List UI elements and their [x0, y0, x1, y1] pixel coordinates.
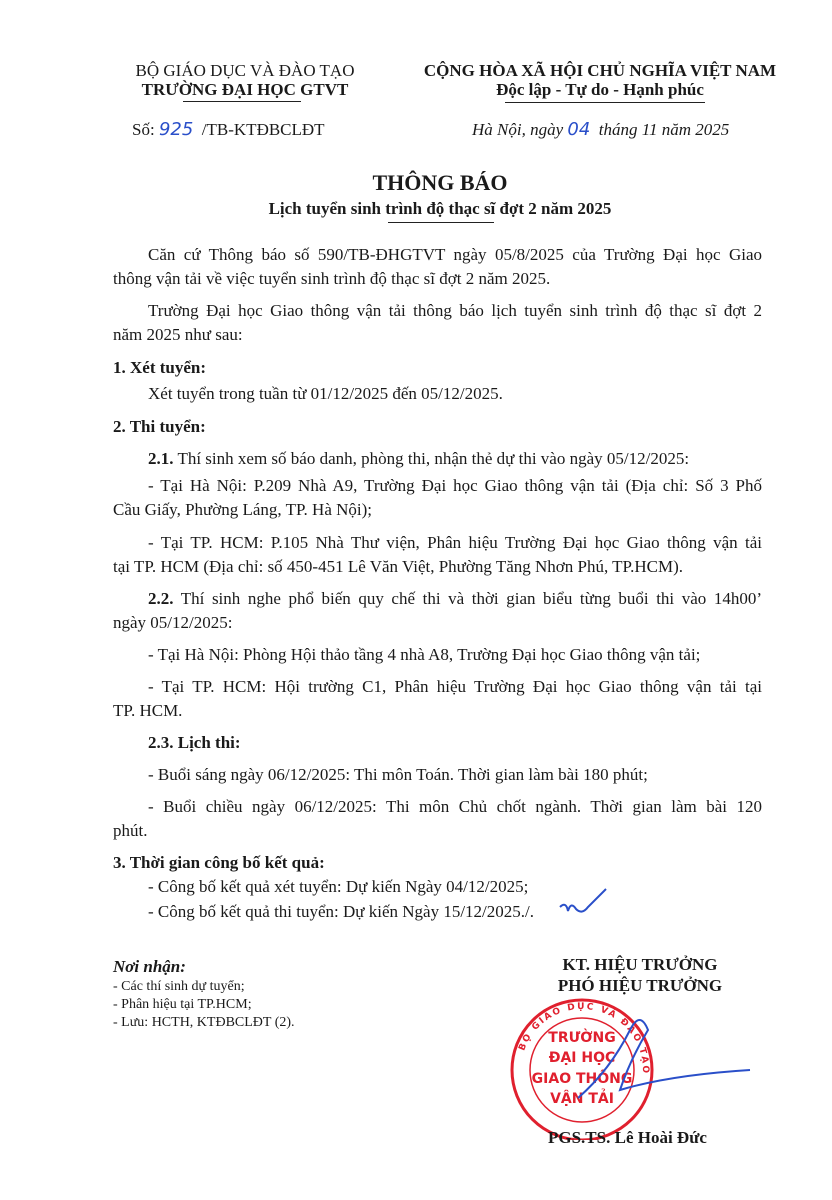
paragraph-line [148, 449, 689, 469]
paragraph-line: - Tại Hà Nội: P.209 Nhà A9, Trường Đại học Giao thông vận tải (Địa chỉ: Số 3 Phố [148, 476, 762, 495]
stamp-line: TRƯỜNG [548, 1030, 616, 1046]
date-prefix: Hà Nội, ngày [472, 120, 564, 139]
paragraph-line: - Tại TP. HCM: Hội trường C1, Phân hiệu Trường Đại học Giao thông vận tải tại [148, 677, 762, 696]
paragraph-line: - Tại TP. HCM: P.105 Nhà Thư viện, Phân hiệu Trường Đại học Giao thông vận tải [148, 533, 762, 552]
recipient-item: - Lưu: HCTH, KTĐBCLĐT (2). [113, 1015, 295, 1030]
handwritten-day: 04 [567, 119, 591, 140]
document-date [472, 120, 729, 140]
subsection-number: 2.1. [148, 449, 174, 468]
paragraph-line: Cầu Giấy, Phường Láng, TP. Hà Nội); [113, 500, 373, 519]
document-number [132, 120, 325, 140]
paragraph-line: tại TP. HCM (Địa chỉ: số 450-451 Lê Văn Việt, Phường Tăng Nhơn Phú, TP.HCM). [113, 557, 684, 576]
paragraph-line: TP. HCM. [113, 701, 183, 720]
recipient-item: - Các thí sinh dự tuyển; [113, 979, 245, 994]
paragraph-line: Xét tuyển trong tuần từ 01/12/2025 đến 05/12/2025. [148, 384, 503, 403]
subsection-heading: 2.3. Lịch thi: [148, 733, 241, 752]
signer-position: PHÓ HIỆU TRƯỞNG [557, 976, 723, 995]
section-heading: 2. Thi tuyển: [113, 417, 206, 436]
number-label: Số: [132, 120, 155, 139]
stamp-line: GIAO THÔNG [531, 1071, 633, 1087]
initial-mark-icon [556, 885, 610, 921]
ministry-name: BỘ GIÁO DỤC VÀ ĐÀO TẠO [135, 61, 355, 80]
paragraph-line: phút. [113, 821, 148, 840]
date-suffix: tháng 11 năm 2025 [598, 120, 730, 139]
paragraph-line: năm 2025 như sau: [113, 325, 243, 344]
divider [183, 101, 301, 102]
motto: Độc lập - Tự do - Hạnh phúc [496, 80, 704, 99]
document-subtitle: Lịch tuyển sinh trình độ thạc sĩ đợt 2 năm 2025 [268, 199, 612, 218]
number-suffix: /TB-KTĐBCLĐT [201, 120, 325, 139]
paragraph-line: - Công bố kết quả xét tuyển: Dự kiến Ngày 04/12/2025; [148, 877, 529, 896]
stamp-ring-text: BỘ GIÁO DỤC VÀ ĐÀO TẠO [517, 1001, 651, 1076]
document-title: THÔNG BÁO [372, 170, 508, 195]
school-name: TRƯỜNG ĐẠI HỌC GTVT [141, 80, 349, 99]
official-stamp [490, 990, 760, 1140]
section-heading: 1. Xét tuyển: [113, 358, 207, 377]
subsection-text: Thí sinh xem số báo danh, phòng thi, nhận thẻ dự thi vào ngày 05/12/2025: [177, 449, 690, 468]
subsection-text: Thí sinh nghe phổ biến quy chế thi và thời gian biểu từng buổi thi vào 14h00’ [180, 589, 762, 608]
recipient-item: - Phân hiệu tại TP.HCM; [113, 997, 252, 1012]
paragraph-line: thông vận tải về việc tuyển sinh trình độ thạc sĩ đợt 2 năm 2025. [113, 269, 551, 288]
signer-title: KT. HIỆU TRƯỞNG [562, 955, 718, 974]
paragraph-line: - Buổi sáng ngày 06/12/2025: Thi môn Toán. Thời gian làm bài 180 phút; [148, 765, 648, 784]
divider [505, 102, 705, 103]
paragraph-line: ngày 05/12/2025: [113, 613, 233, 632]
paragraph-line [148, 589, 762, 609]
paragraph-line: - Buổi chiều ngày 06/12/2025: Thi môn Chủ chốt ngành. Thời gian làm bài 120 [148, 797, 762, 816]
section-heading: 3. Thời gian công bố kết quả: [113, 853, 325, 872]
paragraph-line: Trường Đại học Giao thông vận tải thông báo lịch tuyển sinh trình độ thạc sĩ đợt 2 [148, 301, 762, 320]
stamp-line: ĐẠI HỌC [548, 1050, 616, 1066]
paragraph-line: - Công bố kết quả thi tuyển: Dự kiến Ngày 15/12/2025./. [148, 902, 535, 921]
paragraph-line: - Tại Hà Nội: Phòng Hội thảo tầng 4 nhà A8, Trường Đại học Giao thông vận tải; [148, 645, 701, 664]
country-name: CỘNG HÒA XÃ HỘI CHỦ NGHĨA VIỆT NAM [423, 61, 777, 80]
handwritten-number: 925 [158, 119, 194, 140]
divider [388, 222, 494, 223]
subsection-number: 2.2. [148, 589, 174, 608]
paragraph-line: Căn cứ Thông báo số 590/TB-ĐHGTVT ngày 05/8/2025 của Trường Đại học Giao [148, 245, 762, 264]
recipients-heading: Nơi nhận: [113, 957, 186, 976]
stamp-line: VẬN TẢI [550, 1091, 614, 1107]
signer-name: PGS.TS. Lê Hoài Đức [548, 1128, 707, 1147]
